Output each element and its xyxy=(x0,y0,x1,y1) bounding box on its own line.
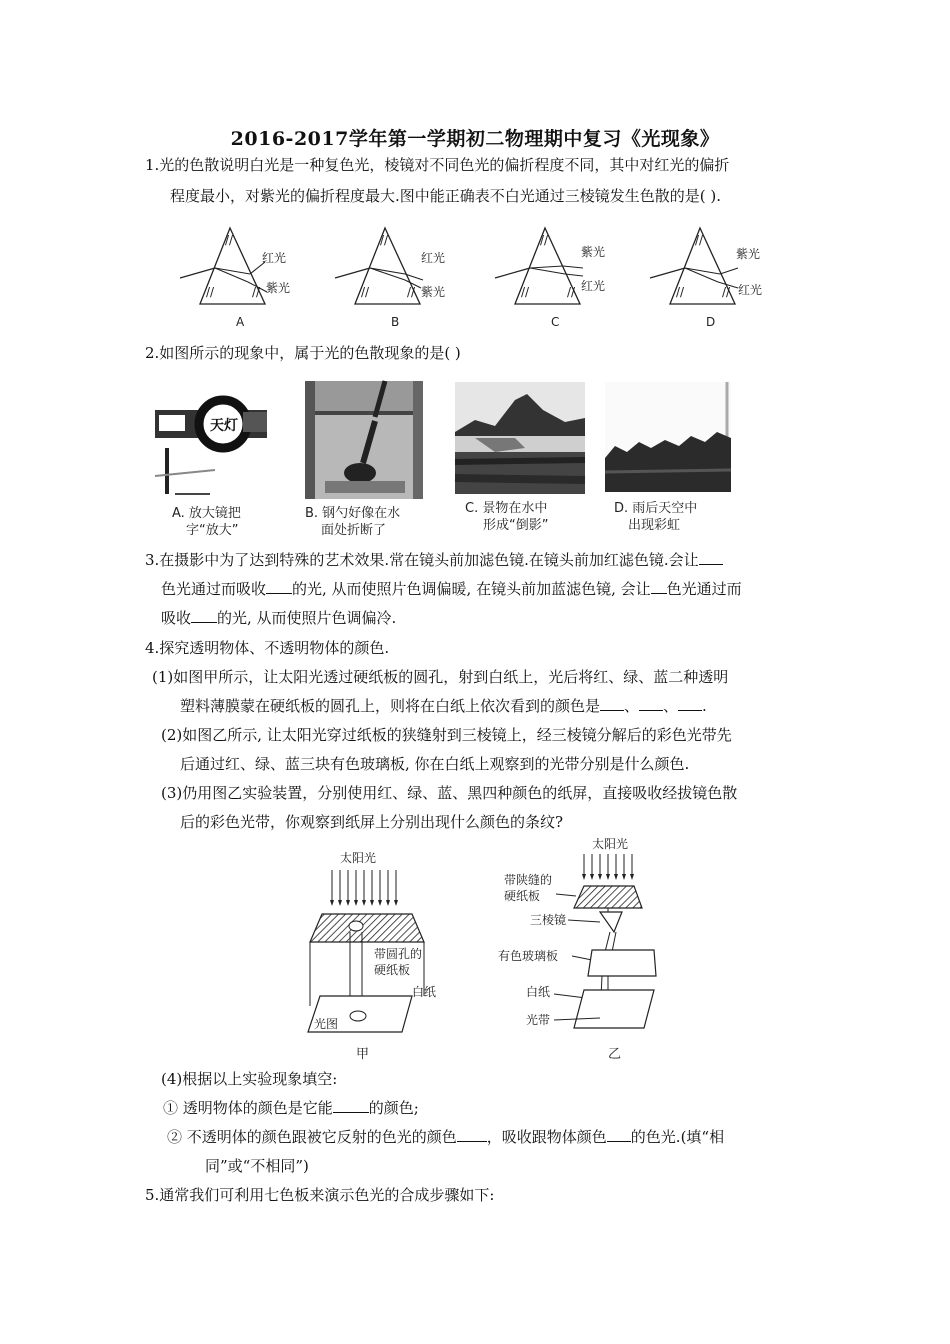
fig-yi-sun-label: 太阳光 xyxy=(592,837,629,851)
q4-conclusion-2-text-b: ，吸收跟物体颜色 xyxy=(486,1128,607,1146)
prism-b-bottom-label: 紫光 xyxy=(421,285,446,299)
fig-jia-sun-label: 太阳光 xyxy=(340,851,377,865)
q4-blank-opaque-2[interactable] xyxy=(607,1127,631,1142)
q1-line1: 1.光的色散说明白光是一种复色光，棱镜对不同色光的偏折程度不同，其中对红光的偏折 xyxy=(145,156,730,174)
q3-blank-1[interactable] xyxy=(699,550,723,565)
q4-part3-line2: 后的彩色光带，你观察到纸屏上分别出现什么颜色的条纹? xyxy=(180,813,564,831)
white-paper-yi xyxy=(574,990,654,1028)
photo-spoon-in-water xyxy=(305,381,423,499)
q4-part2-line2: 后通过红、绿、蓝三块有色玻璃板, 你在白纸上观察到的光带分别是什么颜色. xyxy=(180,755,690,773)
q4-conclusion-2 xyxy=(167,1126,837,1148)
q5-line1: 5.通常我们可利用七色板来演示色光的合成步骤如下: xyxy=(145,1186,495,1204)
photo-d-caption-line1: D. 雨后天空中 xyxy=(614,501,698,516)
page-title: 2016-2017学年第一学期初二物理期中复习《光现象》 xyxy=(230,128,720,150)
fig-jia-card-label-1: 带圆孔的 xyxy=(374,947,423,961)
fig-yi-paper-label: 白纸 xyxy=(526,985,551,999)
photo-c-caption xyxy=(465,500,548,534)
prism-a-top-label: 红光 xyxy=(262,251,287,265)
prism-a-bottom-label: 紫光 xyxy=(266,281,291,295)
q4-conclusion-1 xyxy=(163,1097,833,1119)
q4-part1-text: 塑料薄膜蒙在硬纸板的圆孔上，则将在白纸上依次看到的颜色是 xyxy=(180,697,601,715)
photo-reflection xyxy=(455,382,585,494)
colored-glass xyxy=(588,950,656,976)
svg-text://: // xyxy=(521,285,530,299)
photo-a-caption-line1: A. 放大镜把 xyxy=(172,506,241,521)
slit-card xyxy=(574,886,642,908)
prism-a-letter: A xyxy=(236,315,245,329)
photo-c-caption-line1: C. 景物在水中 xyxy=(465,501,548,516)
fig-yi-prism-label: 三棱镜 xyxy=(530,913,567,927)
fig-yi-label: 乙 xyxy=(608,1047,622,1062)
svg-text://: // xyxy=(676,285,685,299)
q4-blank-transparent[interactable] xyxy=(333,1098,369,1113)
fig-yi-slit-label-2: 硬纸板 xyxy=(504,889,541,903)
q4-conclusion-2-text-c: 的色光.(填“相 xyxy=(630,1128,725,1146)
q4-blank-opaque-1[interactable] xyxy=(457,1127,487,1142)
fig-jia-label: 甲 xyxy=(356,1047,370,1062)
q4-part3-line1: (3)仍用图乙实验装置，分别使用红、绿、蓝、黑四种颜色的纸屏，直接吸收经拔镜色散 xyxy=(161,784,738,802)
q4-conclusion-2-text-a: ② 不透明体的颜色跟被它反射的色光的颜色 xyxy=(167,1128,457,1146)
svg-text://: // xyxy=(407,285,416,299)
q4-part4: (4)根据以上实验现象填空: xyxy=(161,1070,338,1088)
prism-option-a xyxy=(180,228,290,329)
q4-conclusion-1-text-a: ① 透明物体的颜色是它能 xyxy=(163,1099,333,1117)
q4-part1-end: . xyxy=(702,697,707,715)
svg-text://: // xyxy=(206,285,215,299)
q4-blank-color-1[interactable] xyxy=(600,696,624,711)
photo-b-caption-line1: B. 钢勺好像在水 xyxy=(305,506,401,521)
prism-d-letter: D xyxy=(706,315,716,329)
q1-line2: 程度最小，对紫光的偏折程度最大.图中能正确表不白光通过三棱镜发生色散的是( ). xyxy=(170,187,722,205)
svg-text://: // xyxy=(252,285,261,299)
card-hole xyxy=(349,921,363,931)
photo-a-caption-line2: 字“放大” xyxy=(186,523,239,538)
prism-c-bottom-label: 红光 xyxy=(581,279,606,293)
svg-text://: // xyxy=(380,233,389,247)
q3-blank-4[interactable] xyxy=(191,608,217,623)
svg-text://: // xyxy=(567,285,576,299)
prism-option-d xyxy=(650,228,762,329)
q4-separator-2: 、 xyxy=(663,697,679,715)
q4-line1: 4.探究透明物体、不透明物体的颜色. xyxy=(145,639,390,657)
q3-line3-text-b: 的光, 从而使照片色调偏冷. xyxy=(217,609,397,627)
svg-text://: // xyxy=(695,233,704,247)
q3-line3-text-a: 吸收 xyxy=(161,609,192,627)
photo-c-caption-line2: 形成“倒影” xyxy=(483,518,549,533)
prism-d-top-label: 紫光 xyxy=(736,247,761,261)
fig-yi-band-label: 光带 xyxy=(526,1013,551,1027)
q4-part1-line2 xyxy=(180,695,850,717)
q3-line3 xyxy=(161,607,831,629)
prism-option-c xyxy=(495,228,605,329)
q4-part2-line1: (2)如图乙所示, 让太阳光穿过纸板的狭缝射到三棱镜上，经三棱镜分解后的彩色光带先 xyxy=(161,726,732,744)
incident-ray xyxy=(180,268,215,278)
photo-d-caption xyxy=(614,500,697,534)
q3-line1 xyxy=(145,549,815,571)
q4-blank-color-3[interactable] xyxy=(678,696,702,711)
fig-jia-paper-label: 白纸 xyxy=(412,985,437,999)
q1-prism-figures xyxy=(170,222,790,334)
photo-magnifier xyxy=(155,382,267,500)
photo-b-caption-line2: 面处折断了 xyxy=(321,523,387,538)
fig-yi-slit-label-1: 带陕缝的 xyxy=(504,873,553,887)
prism-c-top-label: 紫光 xyxy=(581,245,606,259)
q4-conclusion-1-text-b: 的颜色; xyxy=(368,1099,419,1117)
fig-jia-spot-label: 光图 xyxy=(314,1017,339,1031)
figure-yi xyxy=(496,832,676,1064)
prism-c-letter: C xyxy=(551,315,560,329)
q3-blank-2[interactable] xyxy=(266,579,292,594)
figure-jia xyxy=(300,846,460,1066)
svg-text://: // xyxy=(225,233,234,247)
magnifier-sign-text: 天灯 xyxy=(210,418,238,434)
q4-separator-1: 、 xyxy=(624,697,640,715)
sunlight-arrows xyxy=(332,870,396,900)
q3-line2 xyxy=(161,578,831,600)
q4-conclusion-2-cont: 同”或“不相同”) xyxy=(205,1157,309,1175)
svg-text://: // xyxy=(540,233,549,247)
fig-yi-glass-label: 有色玻璃板 xyxy=(498,949,559,963)
prism-option-b xyxy=(335,228,445,329)
svg-text://: // xyxy=(722,285,731,299)
q3-line2-text-c: 色光通过而 xyxy=(666,580,742,598)
light-spot xyxy=(350,1011,366,1021)
photo-b-caption xyxy=(305,505,400,539)
prism-b-letter: B xyxy=(391,315,400,329)
photo-a-caption xyxy=(172,505,241,539)
q3-blank-3[interactable] xyxy=(651,579,667,594)
fig-jia-card-label-2: 硬纸板 xyxy=(374,963,411,977)
card-with-hole xyxy=(310,914,424,942)
q3-line1-text: 3.在摄影中为了达到特殊的艺术效果.常在镜头前加滤色镜.在镜头前加红滤色镜.会让 xyxy=(145,551,699,569)
prism-b-top-label: 红光 xyxy=(421,251,446,265)
prism-d-bottom-label: 红光 xyxy=(738,283,763,297)
q3-line2-text-b: 的光, 从而使照片色调偏暖, 在镜头前加蓝滤色镜, 会让 xyxy=(292,580,651,598)
photo-rainbow xyxy=(605,382,731,492)
q4-part1-line1: (1)如图甲所示，让太阳光透过硬纸板的圆孔，射到白纸上，光后将红、绿、蓝二种透明 xyxy=(152,668,729,686)
prism xyxy=(600,912,622,932)
q4-blank-color-2[interactable] xyxy=(639,696,663,711)
q3-line2-text-a: 色光通过而吸收 xyxy=(161,580,267,598)
q2-line1: 2.如图所示的现象中，属于光的色散现象的是( ) xyxy=(145,344,461,362)
photo-d-caption-line2: 出现彩虹 xyxy=(628,518,681,533)
svg-text://: // xyxy=(361,285,370,299)
